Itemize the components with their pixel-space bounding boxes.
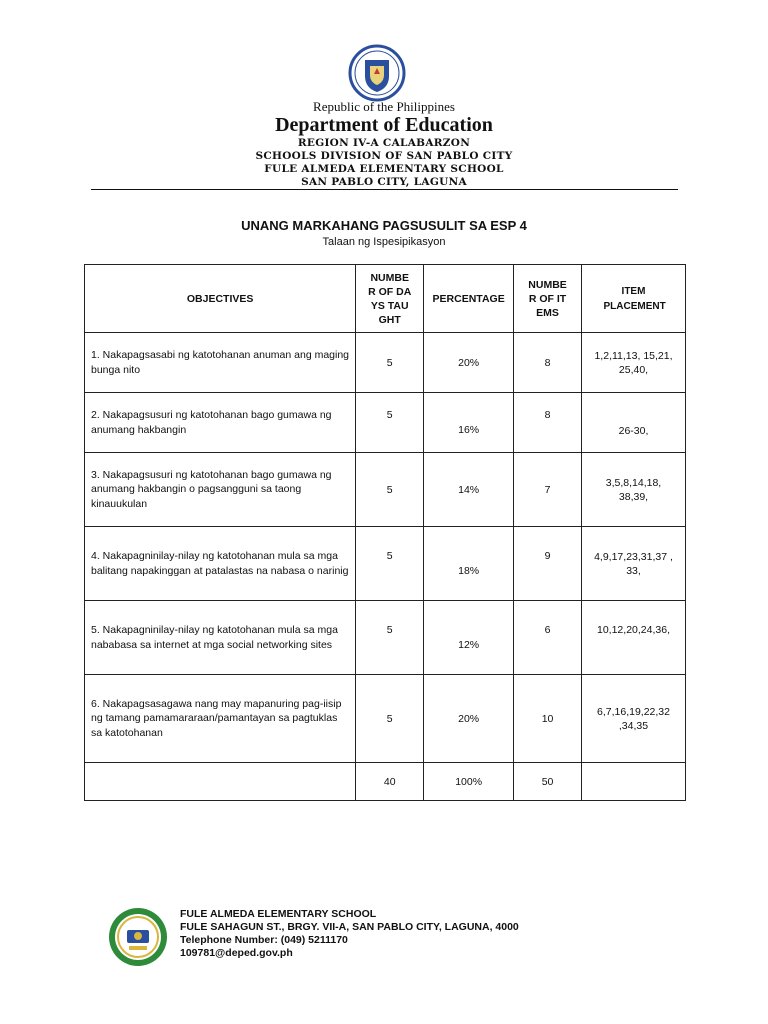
footer-telephone: Telephone Number: (049) 5211170 [180,934,348,946]
days-cell: 5 [356,527,424,601]
table-row [85,453,686,527]
percentage-cell: 16% [424,393,514,453]
days-cell: 5 [356,453,424,527]
days-cell: 5 [356,393,424,453]
department-title: Department of Education [275,114,493,136]
header-percentage: PERCENTAGE [424,265,514,333]
percentage-cell: 20% [424,675,514,763]
table-row [85,393,686,453]
objective-cell: 6. Nakapagsasagawa nang may mapanuring pag-iisip ng tamang pamamararaan/pamantayan sa pagtuklas sa katotohanan [85,675,356,763]
placement-cell: 3,5,8,14,18, 38,39, [582,453,686,527]
items-cell: 6 [514,601,582,675]
school-seal-icon [103,906,173,968]
region-label: REGION IV-A CALABARZON [297,137,471,149]
objective-cell: 3. Nakapagsusuri ng katotohanan bago gumawa ng anumang hakbangin o pagsangguni sa taong kinauukulan [85,453,356,527]
percentage-cell: 12% [424,601,514,675]
items-cell: 8 [514,333,582,393]
objective-cell: 2. Nakapagsusuri ng katotohanan bago gumawa ng anumang hakbangin [85,393,356,453]
footer-school-name: FULE ALMEDA ELEMENTARY SCHOOL [180,908,377,920]
location-label: SAN PABLO CITY, LAGUNA [301,176,467,188]
total-percentage-cell: 100% [424,763,514,801]
objective-cell: 5. Nakapagninilay-nilay ng katotohanan mula sa mga nababasa sa internet at mga social networking sites [85,601,356,675]
division-label: SCHOOLS DIVISION OF SAN PABLO CITY [255,150,513,162]
document-subtitle: Talaan ng Ispesipikasyon [322,236,446,248]
header-placement: ITEM PLACEMENT [582,265,686,333]
placement-cell: 26-30, [582,393,686,453]
objective-cell: 1. Nakapagsasabi ng katotohanan anuman ang maging bunga nito [85,333,356,393]
placement-cell: 4,9,17,23,31,37 , 33, [582,527,686,601]
items-cell: 9 [514,527,582,601]
total-items-cell: 50 [514,763,582,801]
school-label: FULE ALMEDA ELEMENTARY SCHOOL [264,163,504,175]
deped-seal-icon [344,44,410,102]
document-title: UNANG MARKAHANG PAGSUSULIT SA ESP 4 [241,218,527,233]
specification-table [84,264,686,801]
republic-label: Republic of the Philippines [313,99,455,114]
table-row [85,675,686,763]
footer-email: 109781@deped.gov.ph [180,947,293,959]
footer-contact [180,908,519,960]
percentage-cell: 14% [424,453,514,527]
total-days-cell: 40 [356,763,424,801]
total-placement-cell [582,763,686,801]
days-cell: 5 [356,333,424,393]
table-row [85,601,686,675]
totals-label-cell [85,763,356,801]
placement-cell: 1,2,11,13, 15,21, 25,40, [582,333,686,393]
objective-cell: 4. Nakapagninilay-nilay ng katotohanan mula sa mga balitang napakinggan at patalastas na nabasa o narinig [85,527,356,601]
footer-address: FULE SAHAGUN ST., BRGY. VII-A, SAN PABLO CITY, LAGUNA, 4000 [180,921,519,933]
percentage-cell: 20% [424,333,514,393]
placement-cell: 6,7,16,19,22,32 ,34,35 [582,675,686,763]
days-cell: 5 [356,601,424,675]
header-objectives: OBJECTIVES [85,265,356,333]
items-cell: 7 [514,453,582,527]
header-items: NUMBER OF ITEMS [514,265,582,333]
table-header-row [85,265,686,333]
percentage-cell: 18% [424,527,514,601]
header-divider [91,189,678,190]
days-cell: 5 [356,675,424,763]
items-cell: 8 [514,393,582,453]
table-row [85,333,686,393]
placement-cell: 10,12,20,24,36, [582,601,686,675]
items-cell: 10 [514,675,582,763]
table-row [85,527,686,601]
totals-row [85,763,686,801]
header-days: NUMBER OF DAYS TAUGHT [356,265,424,333]
